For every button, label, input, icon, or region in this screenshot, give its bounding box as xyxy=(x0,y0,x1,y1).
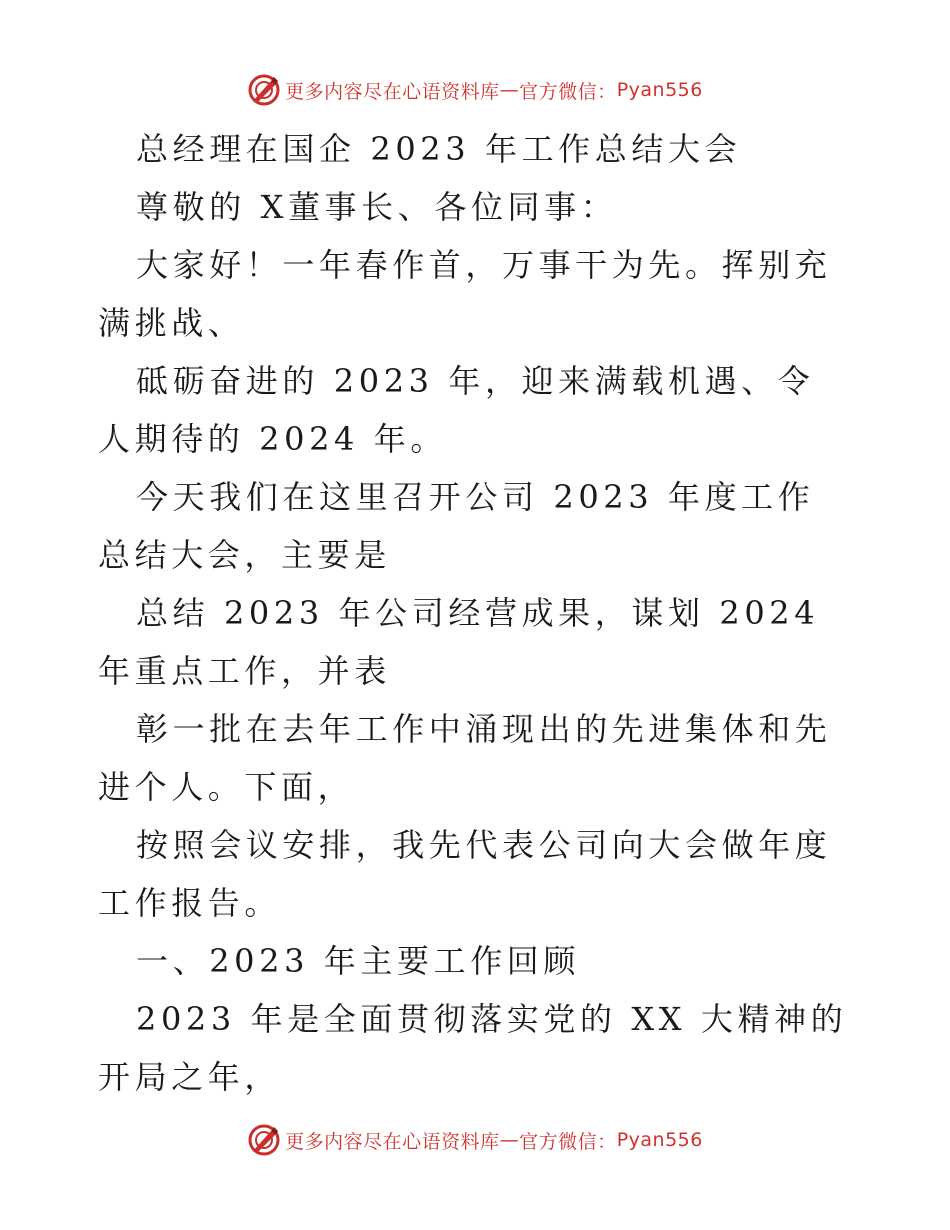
watermark-suffix: 官方微信： xyxy=(519,80,617,103)
header-watermark xyxy=(0,70,950,110)
paragraph: 彰一批在去年工作中涌现出的先进集体和先进个人。下面， xyxy=(98,710,832,806)
paragraph: 砥砺奋进的 2023 年，迎来满载机遇、令人期待的 2024 年。 xyxy=(98,362,815,458)
document-body xyxy=(98,120,850,1106)
paragraph: 2023 年是全面贯彻落实党的 XX 大精神的开局之年， xyxy=(98,1000,848,1096)
document-title: 总经理在国企 2023 年工作总结大会 xyxy=(136,130,742,168)
watermark-prefix: 更多内容尽在心语资料库 xyxy=(285,80,500,103)
paragraph: 按照会议安排，我先代表公司向大会做年度工作报告。 xyxy=(98,826,832,922)
watermark-id: Pyan556 xyxy=(616,79,703,101)
paragraph: 今天我们在这里召开公司 2023 年度工作总结大会，主要是 xyxy=(98,478,815,574)
watermark-separator: — xyxy=(499,1129,520,1151)
section-heading: 一、2023 年主要工作回顾 xyxy=(136,942,581,980)
salutation: 尊敬的 X董事长、各位同事： xyxy=(136,188,618,226)
watermark-suffix: 官方微信： xyxy=(519,1130,617,1153)
watermark-prefix: 更多内容尽在心语资料库 xyxy=(285,1130,500,1153)
paragraph: 总结 2023 年公司经营成果，谋划 2024 年重点工作，并表 xyxy=(98,594,820,690)
watermark-id: Pyan556 xyxy=(616,1129,703,1151)
pen-logo-icon xyxy=(247,73,281,107)
watermark-separator: — xyxy=(499,79,520,101)
footer-watermark xyxy=(0,1120,950,1160)
paragraph: 大家好！一年春作首，万事干为先。挥别充满挑战、 xyxy=(98,246,832,342)
pen-logo-icon xyxy=(247,1123,281,1157)
